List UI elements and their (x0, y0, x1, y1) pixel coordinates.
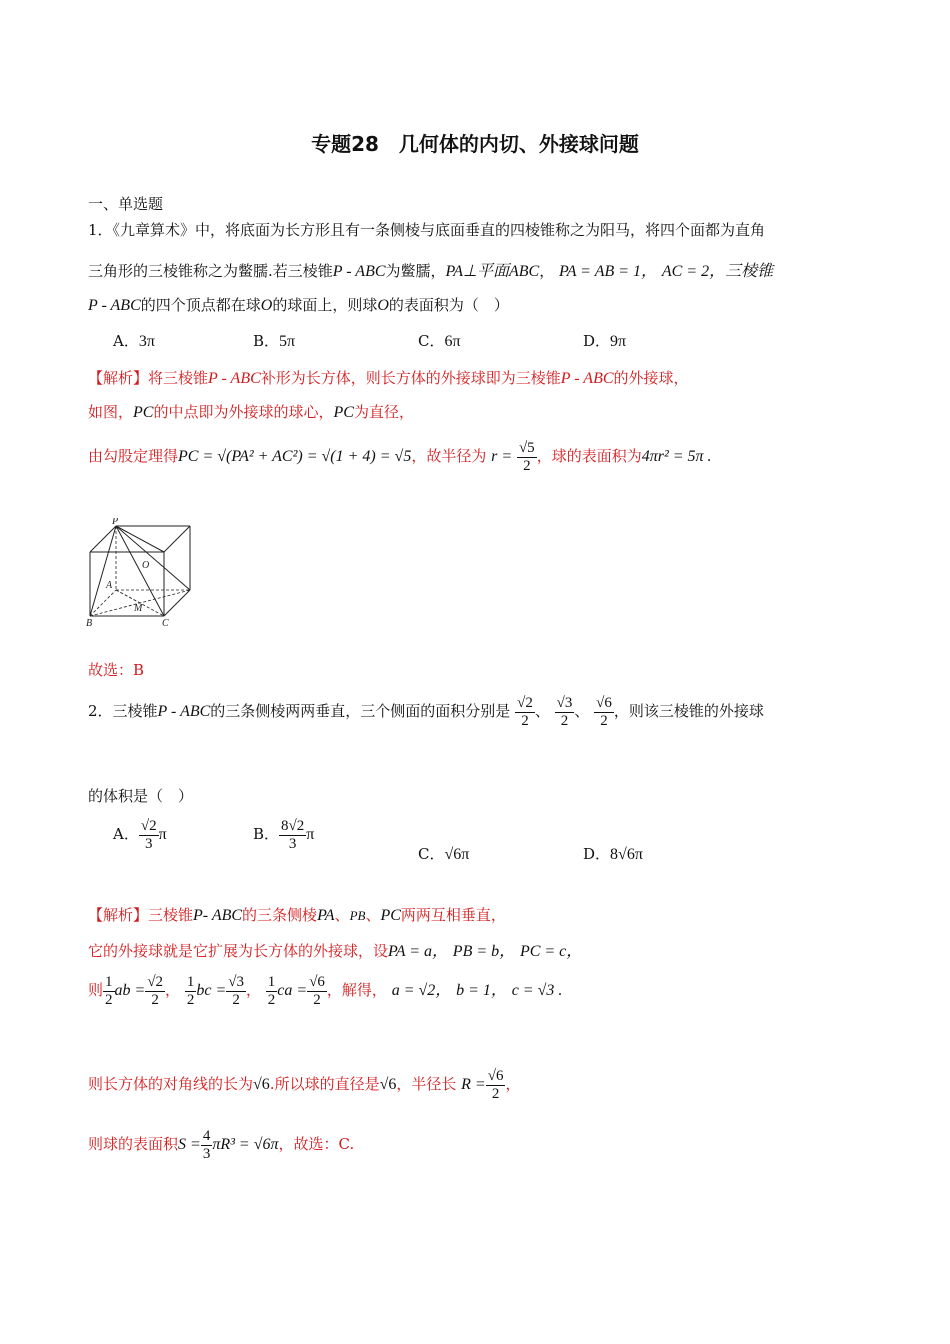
section-heading: 一、单选题 (88, 195, 164, 213)
q1-text: 为鳖臑， (385, 262, 446, 280)
q2-option-b: B． $\frac{8√2}{3}$ π (253, 818, 315, 852)
cuboid-figure (86, 518, 201, 630)
q2-option-a: A． $\frac{√2}{3}$ π (113, 818, 167, 852)
q2-solution-3: 则 $\frac{1}{2}$ ab = $\frac{√2}{2}$ ， $\frac{1}{2}$ bc = $\frac{√3}{2}$ ， $\frac{1}{2}$ ca = $\frac{√6}{2}$ ，解得， a = √2， b = 1， c = √3 . (88, 974, 563, 1008)
q1-text: 的球面上，则球 (272, 296, 378, 314)
label-m: M (134, 603, 143, 614)
label-a: A (106, 580, 113, 591)
q1-formula: AC = 2，三棱锥 (661, 263, 774, 280)
q1-formula: O (377, 297, 389, 314)
label-o: O (142, 560, 150, 571)
q2-solution-1: 【解析】三棱锥P- ABC的三条侧棱PA、PB、PC两两互相垂直， (88, 906, 506, 924)
q1-answer: 故选：B (88, 661, 145, 679)
label-c: C (162, 618, 169, 629)
q1-line-2: 三角形的三棱锥称之为鳖臑.若三棱锥P - ABC为鳖臑，PA⊥平面ABC， PA = AB = 1， AC = 2，三棱锥 (88, 262, 774, 280)
q1-formula: P - ABC (332, 263, 386, 280)
q1-solution-2: 如图，PC的中点即为外接球的球心，PC为直径， (88, 403, 414, 421)
q1-text: 的四个顶点都在球 (140, 296, 261, 314)
q2-line-2: 的体积是（ ） (88, 787, 194, 805)
page-title: 专题28 几何体的内切、外接球问题 (311, 132, 639, 156)
q1-solution-3: 由勾股定理得PC = √(PA² + AC²) = √(1 + 4) = √5，故半径为 r = $\frac{√5}{2}$ ，球的表面积为4πr² = 5π . (88, 440, 712, 474)
q2-line-1: 2．三棱锥P - ABC的三条侧棱两两垂直，三个侧面的面积分别是 $\frac{√2}{2}$ 、 $\frac{√3}{2}$ 、 $\frac{√6}{2}$ ，则该三棱锥的外接球 (88, 695, 764, 729)
q1-formula: PA = AB = 1， (558, 263, 658, 280)
q1-option-b: B．5π (253, 332, 296, 350)
q2-option-c: C．√6π (418, 845, 470, 863)
label-p: P (112, 518, 119, 527)
q2-solution-2: 它的外接球就是它扩展为长方体的外接球，设PA = a， PB = b， PC = c， (88, 942, 583, 960)
q2-option-d: D．8√6π (583, 845, 643, 863)
q1-option-a: A．3π (113, 332, 155, 350)
q1-option-d: D．9π (583, 332, 627, 350)
q2-solution-4: 则长方体的对角线的长为√6.所以球的直径是√6，半径长 R = $\frac{√6}{2}$ ， (88, 1068, 521, 1102)
q2-solution-5: 则球的表面积S = $\frac{4}{3}$ πR³ = √6π，故选：C. (88, 1128, 355, 1162)
q1-formula: P - ABC (88, 297, 141, 314)
q1-solution-1: 【解析】将三棱锥P - ABC补形为长方体，则长方体的外接球即为三棱锥P - ABC的外接球， (88, 369, 689, 387)
q1-formula: PA⊥平面 (445, 263, 509, 280)
label-b: B (86, 618, 93, 629)
q1-line-1: 1．《九章算术》中，将底面为长方形且有一条侧棱与底面垂直的四棱锥称之为阳马，将四个面都为直角 (88, 221, 766, 239)
q1-option-c: C．6π (418, 332, 461, 350)
q1-line-3 (88, 294, 509, 315)
q1-text: 的表面积为（ ） (388, 296, 509, 314)
q1-text: 三角形的三棱锥称之为鳖臑.若三棱锥 (88, 262, 333, 280)
q1-formula: O (260, 297, 273, 314)
q1-formula: ABC (508, 263, 540, 280)
